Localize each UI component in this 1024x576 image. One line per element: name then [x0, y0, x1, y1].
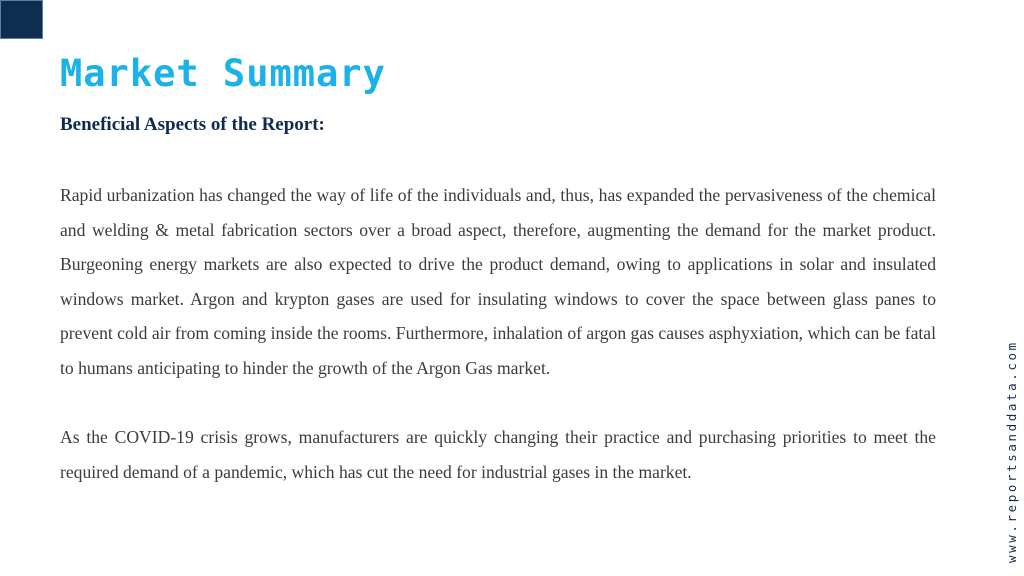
section-subtitle: Beneficial Aspects of the Report:: [60, 114, 325, 135]
corner-decoration: [0, 0, 43, 39]
website-url: www.reportsanddata.com: [1004, 340, 1019, 563]
body-content: [60, 178, 936, 489]
paragraph-covid: As the COVID-19 crisis grows, manufacturers are quickly changing their practice and purchasing priorities to meet the required demand of a pandemic, which has cut the need for industrial gases in the market.: [60, 427, 936, 482]
page-title: Market Summary: [60, 52, 386, 95]
paragraph-urbanization: Rapid urbanization has changed the way of life of the individuals and, thus, has expanded the pervasiveness of the chemical and welding & metal fabrication sectors over a broad aspect, therefore, augmenting the demand for the market product. Burgeoning energy markets are also expected to drive the product demand, owing to applications in solar and insulated windows market. Argon and krypton gases are used for insulating windows to cover the space between glass panes to prevent cold air from coming inside the rooms. Furthermore, inhalation of argon gas causes asphyxiation, which can be fatal to humans anticipating to hinder the growth of the Argon Gas market.: [60, 185, 936, 378]
